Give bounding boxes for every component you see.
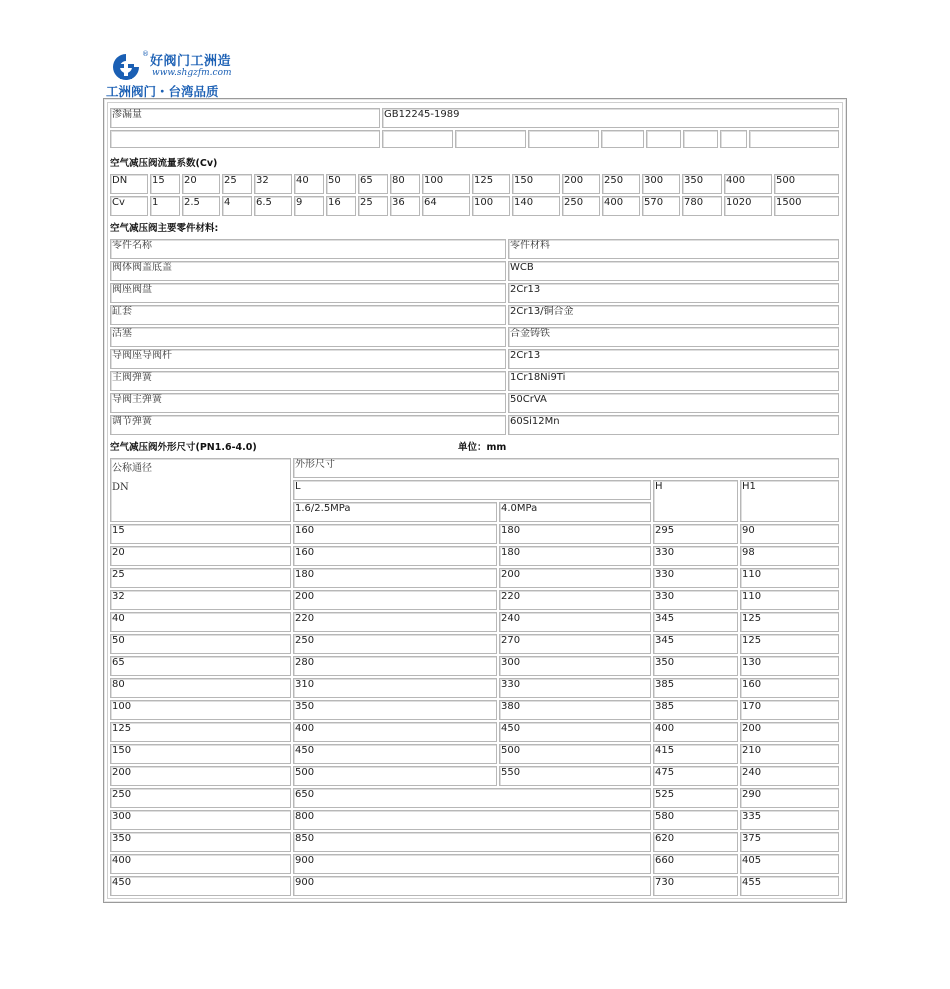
cv-cell: 500	[774, 174, 839, 194]
l-high-value: 330	[499, 678, 651, 698]
part-name: 阀座阀盘	[110, 283, 506, 303]
dn-value: 40	[110, 612, 291, 632]
dn-value: 450	[110, 876, 291, 896]
dn-value: 125	[110, 722, 291, 742]
h1-value: 200	[740, 722, 839, 742]
cv-row-label: Cv	[110, 196, 148, 216]
logo-emblem-icon	[106, 52, 146, 82]
blank-cell	[683, 130, 718, 148]
part-name: 阀体阀盖底盖	[110, 261, 506, 281]
dn-value: 350	[110, 832, 291, 852]
cv-cell: 100	[422, 174, 470, 194]
cv-cell: 200	[562, 174, 600, 194]
part-material: 2Cr13	[508, 349, 839, 369]
cv-cell: 80	[390, 174, 420, 194]
h-value: 660	[653, 854, 738, 874]
dn-value: 400	[110, 854, 291, 874]
dims-section-title: 空气减压阀外形尺寸(PN1.6-4.0)	[110, 442, 257, 453]
dims-table-row	[110, 876, 839, 896]
dims-header-pressure-high: 4.0MPa	[499, 502, 651, 522]
dims-header-H: H	[653, 480, 738, 522]
h-value: 385	[653, 700, 738, 720]
materials-header-part: 零件名称	[110, 239, 506, 259]
h1-value: 110	[740, 590, 839, 610]
l-high-value: 380	[499, 700, 651, 720]
cv-table-row	[110, 174, 839, 194]
h-value: 580	[653, 810, 738, 830]
cv-cell: 140	[512, 196, 560, 216]
l-low-value: 310	[293, 678, 497, 698]
h1-value: 335	[740, 810, 839, 830]
dims-table-row	[110, 656, 839, 676]
cv-cell: 25	[358, 196, 388, 216]
l-low-value: 280	[293, 656, 497, 676]
cv-row-label: DN	[110, 174, 148, 194]
part-name: 活塞	[110, 327, 506, 347]
l-high-value: 240	[499, 612, 651, 632]
dims-table-row	[110, 634, 839, 654]
cv-cell: 400	[602, 196, 640, 216]
leakage-blank-row	[108, 128, 841, 150]
blank-cell	[382, 130, 453, 148]
cv-cell: 350	[682, 174, 722, 194]
h-value: 385	[653, 678, 738, 698]
dn-value: 150	[110, 744, 291, 764]
cv-cell: 20	[182, 174, 220, 194]
dn-value: 15	[110, 524, 291, 544]
h1-value: 160	[740, 678, 839, 698]
cv-cell: 16	[326, 196, 356, 216]
l-high-value: 270	[499, 634, 651, 654]
materials-header-material: 零件材料	[508, 239, 839, 259]
dims-table	[108, 456, 841, 898]
h-value: 345	[653, 634, 738, 654]
dn-value: 250	[110, 788, 291, 808]
dims-table-row	[110, 568, 839, 588]
part-material: 1Cr18Ni9Ti	[508, 371, 839, 391]
cv-table	[108, 172, 841, 218]
materials-table-row	[110, 283, 839, 303]
l-high-value: 220	[499, 590, 651, 610]
cv-cell: 2.5	[182, 196, 220, 216]
materials-section-title: 空气减压阀主要零件材料:	[110, 223, 219, 234]
dn-value: 65	[110, 656, 291, 676]
cv-cell: 250	[602, 174, 640, 194]
h-value: 475	[653, 766, 738, 786]
l-high-value: 300	[499, 656, 651, 676]
dn-value: 20	[110, 546, 291, 566]
dims-table-row	[110, 678, 839, 698]
blank-cell	[110, 130, 380, 148]
cv-cell: 150	[512, 174, 560, 194]
dims-table-row	[110, 722, 839, 742]
leakage-label: 渗漏量	[110, 108, 380, 128]
l-low-value: 900	[293, 854, 651, 874]
h-value: 620	[653, 832, 738, 852]
dims-table-row	[110, 788, 839, 808]
dn-value: 100	[110, 700, 291, 720]
materials-table-row	[110, 371, 839, 391]
h1-value: 110	[740, 568, 839, 588]
blank-cell	[646, 130, 681, 148]
l-low-value: 160	[293, 524, 497, 544]
h1-value: 125	[740, 634, 839, 654]
dims-header-pressure-low: 1.6/2.5MPa	[293, 502, 497, 522]
dims-header-nominal	[110, 458, 291, 522]
cv-cell: 25	[222, 174, 252, 194]
l-low-value: 220	[293, 612, 497, 632]
cv-cell: 570	[642, 196, 680, 216]
cv-cell: 100	[472, 196, 510, 216]
dims-table-row	[110, 744, 839, 764]
cv-cell: 50	[326, 174, 356, 194]
blank-cell	[749, 130, 839, 148]
dims-header-outline: 外形尺寸	[293, 458, 839, 478]
dn-value: 50	[110, 634, 291, 654]
dims-header-L: L	[293, 480, 651, 500]
dims-header-nominal-label: 公称通径	[112, 463, 152, 474]
h1-value: 240	[740, 766, 839, 786]
part-material: 合金铸铁	[508, 327, 839, 347]
cv-cell: 1020	[724, 196, 772, 216]
h1-value: 210	[740, 744, 839, 764]
l-high-value: 500	[499, 744, 651, 764]
leakage-value: GB12245-1989	[382, 108, 839, 128]
cv-cell: 780	[682, 196, 722, 216]
h-value: 350	[653, 656, 738, 676]
cv-cell: 36	[390, 196, 420, 216]
dims-table-row	[110, 766, 839, 786]
part-name: 缸套	[110, 305, 506, 325]
dn-value: 32	[110, 590, 291, 610]
h1-value: 375	[740, 832, 839, 852]
h1-value: 130	[740, 656, 839, 676]
blank-cell	[455, 130, 526, 148]
brand-slogan: 工洲阀门・台湾品质	[106, 84, 219, 99]
cv-cell: 1	[150, 196, 180, 216]
part-material: 2Cr13	[508, 283, 839, 303]
cv-cell: 32	[254, 174, 292, 194]
cv-cell: 15	[150, 174, 180, 194]
h-value: 330	[653, 546, 738, 566]
dims-header-H1: H1	[740, 480, 839, 522]
h-value: 415	[653, 744, 738, 764]
dn-value: 80	[110, 678, 291, 698]
dims-table-row	[110, 832, 839, 852]
l-low-value: 450	[293, 744, 497, 764]
l-low-value: 180	[293, 568, 497, 588]
materials-table-row	[110, 327, 839, 347]
blank-cell	[720, 130, 747, 148]
dims-table-row	[110, 524, 839, 544]
l-high-value: 200	[499, 568, 651, 588]
cv-table-row	[110, 196, 839, 216]
cv-cell: 64	[422, 196, 470, 216]
h1-value: 90	[740, 524, 839, 544]
cv-cell: 400	[724, 174, 772, 194]
materials-table-row	[110, 415, 839, 435]
h-value: 345	[653, 612, 738, 632]
part-material: 2Cr13/铜合金	[508, 305, 839, 325]
brand-title: 好阀门工洲造	[150, 54, 232, 69]
part-material: 60Si12Mn	[508, 415, 839, 435]
materials-table	[108, 237, 841, 437]
part-material: WCB	[508, 261, 839, 281]
l-low-value: 900	[293, 876, 651, 896]
l-low-value: 160	[293, 546, 497, 566]
h1-value: 98	[740, 546, 839, 566]
l-low-value: 250	[293, 634, 497, 654]
dn-value: 200	[110, 766, 291, 786]
dn-value: 300	[110, 810, 291, 830]
part-material: 50CrVA	[508, 393, 839, 413]
l-low-value: 800	[293, 810, 651, 830]
dims-table-row	[110, 700, 839, 720]
h1-value: 125	[740, 612, 839, 632]
blank-cell	[528, 130, 599, 148]
part-name: 调节弹簧	[110, 415, 506, 435]
materials-table-row	[110, 349, 839, 369]
cv-section-title: 空气减压阀流量系数(Cv)	[110, 158, 218, 169]
dims-table-row	[110, 546, 839, 566]
h-value: 525	[653, 788, 738, 808]
l-low-value: 850	[293, 832, 651, 852]
dims-header-dn: DN	[112, 482, 129, 493]
materials-table-row	[110, 393, 839, 413]
cv-cell: 65	[358, 174, 388, 194]
l-low-value: 500	[293, 766, 497, 786]
leakage-table	[108, 106, 841, 130]
h-value: 330	[653, 590, 738, 610]
cv-cell: 40	[294, 174, 324, 194]
blank-cell	[601, 130, 644, 148]
cv-cell: 6.5	[254, 196, 292, 216]
h-value: 730	[653, 876, 738, 896]
dims-table-row	[110, 854, 839, 874]
h1-value: 290	[740, 788, 839, 808]
h-value: 400	[653, 722, 738, 742]
dims-table-row	[110, 590, 839, 610]
dims-table-row	[110, 810, 839, 830]
part-name: 主阀弹簧	[110, 371, 506, 391]
cv-cell: 125	[472, 174, 510, 194]
h1-value: 170	[740, 700, 839, 720]
l-low-value: 350	[293, 700, 497, 720]
l-high-value: 550	[499, 766, 651, 786]
h-value: 330	[653, 568, 738, 588]
l-low-value: 650	[293, 788, 651, 808]
company-logo	[106, 48, 306, 98]
materials-table-row	[110, 305, 839, 325]
l-high-value: 180	[499, 524, 651, 544]
brand-url: www.shgzfm.com	[152, 68, 232, 78]
h-value: 295	[653, 524, 738, 544]
l-high-value: 180	[499, 546, 651, 566]
part-name: 导阀座导阀杆	[110, 349, 506, 369]
materials-table-row	[110, 261, 839, 281]
h1-value: 405	[740, 854, 839, 874]
cv-cell: 9	[294, 196, 324, 216]
l-low-value: 400	[293, 722, 497, 742]
cv-cell: 4	[222, 196, 252, 216]
part-name: 导阀主弹簧	[110, 393, 506, 413]
dn-value: 25	[110, 568, 291, 588]
dims-table-row	[110, 612, 839, 632]
l-high-value: 450	[499, 722, 651, 742]
registered-mark: ®	[142, 50, 149, 58]
cv-cell: 250	[562, 196, 600, 216]
cv-cell: 1500	[774, 196, 839, 216]
dims-unit: 单位：mm	[458, 442, 507, 453]
l-low-value: 200	[293, 590, 497, 610]
cv-cell: 300	[642, 174, 680, 194]
h1-value: 455	[740, 876, 839, 896]
